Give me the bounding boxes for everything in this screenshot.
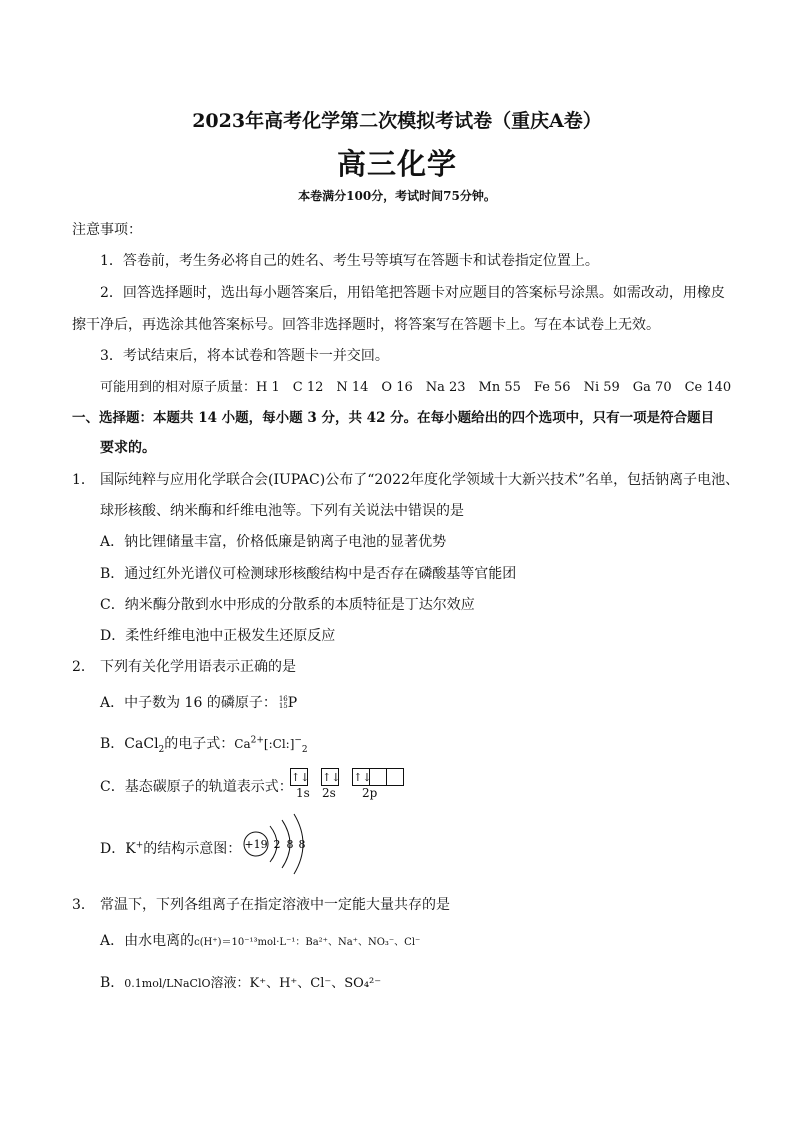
orbital-box-2p-1: ↑↓ [352, 768, 370, 786]
q1-option-c: C．纳米酶分散到水中形成的分散系的本质特征是丁达尔效应 [100, 597, 475, 613]
q2-option-b [100, 733, 308, 753]
notice-item-2: 2．回答选择题时，选出每小题答案后，用铅笔把答题卡对应题目的答案标号涂黑。如需改动，用橡皮 [100, 285, 725, 301]
q3-option-b-condition: 0.1mol/LNaClO [124, 977, 211, 990]
shell-electrons-2: 8 [286, 838, 294, 851]
q3-option-b [100, 972, 381, 992]
q3-option-a [100, 930, 420, 950]
shell-electrons-3: 8 [298, 838, 306, 851]
q1-option-b: B．通过红外光谱仪可检测球形核酸结构中是否存在磷酸基等官能团 [100, 566, 517, 582]
q2-option-b-minus: − [294, 735, 302, 746]
q1-number: 1． [72, 472, 95, 488]
q2-option-b-ca: Ca [234, 737, 251, 751]
q2-option-a-text: A．中子数为 16 的磷原子： [100, 695, 277, 711]
notice-heading: 注意事项： [72, 222, 142, 238]
orbital-label-2p: 2p [362, 786, 378, 800]
q3-stem: 常温下，下列各组离子在指定溶液中一定能大量共存的是 [100, 897, 450, 913]
q2-option-d [100, 838, 241, 858]
orbital-label-2s: 2s [322, 786, 336, 800]
q3-option-b-label: B． [100, 975, 125, 991]
q2-option-b-charge: 2+ [250, 735, 264, 746]
q2-option-d-label: D． [100, 841, 126, 857]
q1-stem-line2: 球形核酸、纳米酶和纤维电池等。下列有关说法中错误的是 [100, 503, 464, 519]
notice-item-1: 1．答卷前，考生务必将自己的姓名、考生号等填写在答题卡和试卷指定位置上。 [100, 253, 599, 269]
score-note: 本卷满分100分，考试时间75分钟。 [298, 189, 496, 203]
q1-stem-line1: 国际纯粹与应用化学联合会(IUPAC)公布了“2022年度化学领域十大新兴技术”名单，包括钠离子电池、 [100, 472, 740, 488]
q2-option-a-mass: 16 [278, 695, 288, 703]
section-heading-cont: 要求的。 [100, 440, 156, 456]
nucleus-charge: +19 [244, 838, 268, 851]
q2-option-b-cl: [:Cl:] [263, 737, 295, 751]
q2-stem: 下列有关化学用语表示正确的是 [100, 659, 296, 675]
q3-option-b-rest: 溶液：K⁺、H⁺、Cl⁻、SO₄²⁻ [210, 976, 382, 991]
q2-option-b-formula: CaCl [124, 736, 159, 752]
q2-option-a-symbol: P [287, 695, 298, 711]
section-heading: 一、选择题：本题共 14 小题，每小题 3 分，共 42 分。在每小题给出的四个选项中，只有一项是符合题目 [72, 410, 715, 426]
atomic-structure-diagram [240, 812, 320, 876]
q1-option-a: A．钠比锂储量丰富，价格低廉是钠离子电池的显著优势 [100, 534, 447, 550]
orbital-box-1s: ↑↓ [290, 768, 308, 786]
shell-electrons-1: 2 [273, 838, 281, 851]
q3-option-a-condition: c(H⁺)＝10⁻¹³mol·L⁻¹：Ba²⁺、Na⁺、NO₃⁻、Cl⁻ [194, 937, 421, 948]
q1-option-d: D．柔性纤维电池中正极发生还原反应 [100, 628, 336, 644]
exam-subtitle: 高三化学 [336, 147, 457, 181]
q2-option-b-sub: 2 [158, 744, 165, 755]
q2-number: 2． [72, 659, 95, 675]
orbital-box-2s: ↑↓ [321, 768, 339, 786]
q3-option-a-text: A．由水电离的 [100, 933, 195, 949]
q2-option-a [100, 692, 297, 712]
orbital-box-2p-2 [369, 768, 387, 786]
q2-option-d-ion: K [125, 841, 136, 857]
q2-option-b-text: 的电子式： [164, 736, 235, 752]
atomic-mass-note: 可能用到的相对原子质量：H 1 C 12 N 14 O 16 Na 23 Mn 55 Fe 56 Ni 59 Ga 70 Ce 140 [100, 380, 732, 395]
q2-option-d-plus: + [135, 840, 144, 851]
notice-item-3: 3．考试结束后，将本试卷和答题卡一并交回。 [100, 348, 389, 364]
q2-option-c-text: C．基态碳原子的轨道表示式： [100, 779, 293, 795]
orbital-box-2p-3 [386, 768, 404, 786]
notice-item-2-cont: 擦干净后，再选涂其他答案标号。回答非选择题时，将答案写在答题卡上。写在本试卷上无效。 [72, 317, 660, 333]
orbital-label-1s: 1s [296, 786, 310, 800]
q2-option-b-two: 2 [301, 744, 308, 755]
exam-title: 2023年高考化学第二次模拟考试卷（重庆A卷） [192, 110, 602, 132]
orbital-diagram [290, 766, 404, 786]
q2-option-d-rest: 的结构示意图： [143, 841, 242, 857]
q2-option-a-numbers [279, 696, 288, 710]
q2-option-b-label: B． [100, 736, 125, 752]
q2-option-a-atomic: 15 [278, 702, 288, 710]
q3-number: 3． [72, 897, 95, 913]
